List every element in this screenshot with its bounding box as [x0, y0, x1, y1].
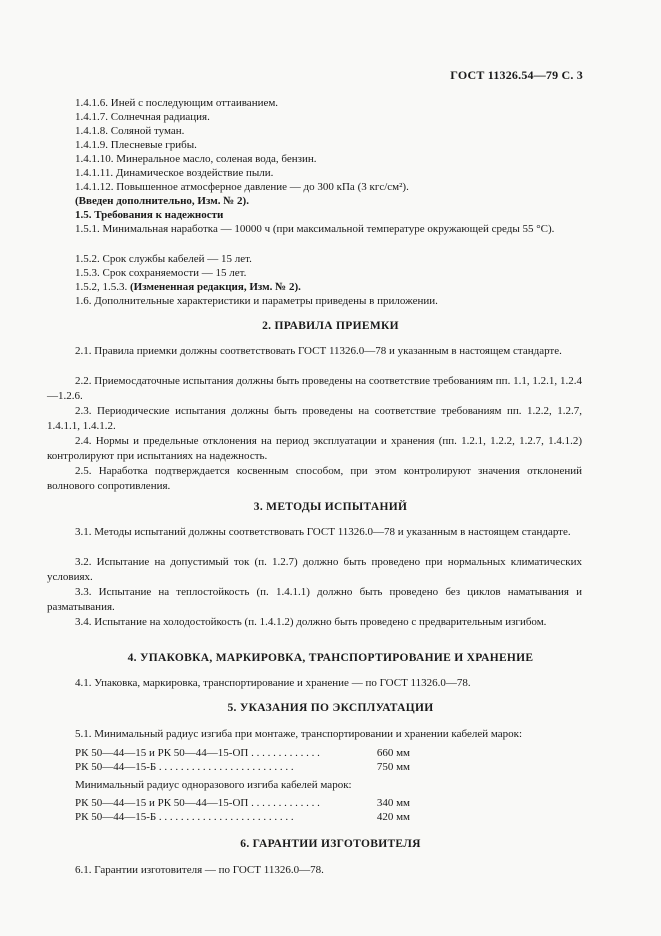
- section-heading: 6. ГАРАНТИИ ИЗГОТОВИТЕЛЯ: [240, 838, 421, 850]
- note-prefix: 1.5.2, 1.5.3.: [75, 281, 130, 293]
- section-heading: 5. УКАЗАНИЯ ПО ЭКСПЛУАТАЦИИ: [227, 702, 434, 714]
- single-bend-intro: Минимальный радиус одноразового изгиба кабелей марок:: [75, 779, 352, 791]
- bend-radius-row: [75, 810, 410, 824]
- clause-paragraph: 1.5.1. Минимальная наработка — 10000 ч (при максимальной температуре окружающей среды 55 °С).: [75, 223, 555, 235]
- clause-paragraph: 5.1. Минимальный радиус изгиба при монтаже, транспортировании и хранении кабелей марок:: [75, 728, 523, 740]
- cable-grades: РК 50—44—15-Б . . . . . . . . . . . . . . . . . . . . . . . . .: [75, 811, 294, 823]
- bend-radius-row: [75, 746, 410, 760]
- note-bold: (Измененная редакция, Изм. № 2).: [130, 281, 301, 293]
- section-heading: 3. МЕТОДЫ ИСПЫТАНИЙ: [253, 501, 408, 513]
- bend-radius-row: [75, 760, 410, 774]
- clause-line: 1.4.1.7. Солнечная радиация.: [75, 111, 210, 123]
- clause-paragraph: 2.1. Правила приемки должны соответствовать ГОСТ 11326.0—78 и указанным в настоящем стандарте.: [75, 345, 562, 357]
- section-heading: 2. ПРАВИЛА ПРИЕМКИ: [262, 320, 399, 332]
- amendment-note: (Введен дополнительно, Изм. № 2).: [75, 195, 249, 207]
- clause-line: 1.4.1.11. Динамическое воздействие пыли.: [75, 167, 274, 179]
- clause-paragraph: 2.4. Нормы и предельные отклонения на период эксплуатации и хранения (пп. 1.2.1, 1.2.2, 1.2.7, 1.4.1.2) контролируют при испытаниях на надежность.: [47, 435, 582, 462]
- clause-paragraph: 4.1. Упаковка, маркировка, транспортирование и хранение — по ГОСТ 11326.0—78.: [75, 677, 471, 689]
- clause-paragraph: 2.2. Приемосдаточные испытания должны быть проведены на соответствие требованиям пп. 1.1, 1.2.1, 1.2.4—1.2.6.: [47, 375, 582, 402]
- clause-line: 1.5.2. Срок службы кабелей — 15 лет.: [75, 253, 252, 265]
- radius-value: 340 мм: [376, 797, 410, 809]
- cable-grades: РК 50—44—15 и РК 50—44—15-ОП . . . . . . . . . . . . .: [75, 747, 320, 759]
- clause-paragraph: 6.1. Гарантии изготовителя — по ГОСТ 11326.0—78.: [75, 864, 324, 876]
- radius-value: 750 мм: [376, 761, 410, 773]
- clause-line: 1.4.1.9. Плесневые грибы.: [75, 139, 197, 151]
- clause-line: 1.6. Дополнительные характеристики и параметры приведены в приложении.: [75, 295, 438, 307]
- section-heading: 4. УПАКОВКА, МАРКИРОВКА, ТРАНСПОРТИРОВАНИЕ И ХРАНЕНИЕ: [127, 652, 534, 664]
- clause-paragraph: 3.3. Испытание на теплостойкость (п. 1.4.1.1) должно быть проведено без циклов наматывания и разматывания.: [47, 586, 582, 613]
- clause-paragraph: 3.2. Испытание на допустимый ток (п. 1.2.7) должно быть проведено при нормальных климатических условиях.: [47, 556, 582, 583]
- radius-value: 660 мм: [376, 747, 410, 759]
- amendment-note-line: [75, 280, 301, 294]
- bend-radius-row: [75, 796, 410, 810]
- clause-line: 1.4.1.6. Иней с последующим оттаиванием.: [75, 97, 279, 109]
- radius-value: 420 мм: [376, 811, 410, 823]
- clause-line: 1.4.1.12. Повышенное атмосферное давление — до 300 кПа (3 кгс/см²).: [75, 181, 409, 193]
- cable-grades: РК 50—44—15 и РК 50—44—15-ОП . . . . . . . . . . . . .: [75, 797, 320, 809]
- clause-paragraph: 2.5. Наработка подтверждается косвенным способом, при этом контролируют значения отклонений волнового сопротивления.: [47, 465, 582, 492]
- page-header: ГОСТ 11326.54—79 С. 3: [450, 68, 583, 82]
- clause-paragraph: 3.1. Методы испытаний должны соответствовать ГОСТ 11326.0—78 и указанным в настоящем стандарте.: [75, 526, 571, 538]
- clause-line: 1.5.3. Срок сохраняемости — 15 лет.: [75, 267, 247, 279]
- cable-grades: РК 50—44—15-Б . . . . . . . . . . . . . . . . . . . . . . . . .: [75, 761, 294, 773]
- clause-line: 1.4.1.8. Соляной туман.: [75, 125, 185, 137]
- subsection-title: 1.5. Требования к надежности: [75, 209, 224, 221]
- clause-paragraph: 3.4. Испытание на холодостойкость (п. 1.4.1.2) должно быть проведено с предварительным изгибом.: [75, 616, 547, 628]
- clause-line: 1.4.1.10. Минеральное масло, соленая вода, бензин.: [75, 153, 317, 165]
- clause-paragraph: 2.3. Периодические испытания должны быть проведены на соответствие требованиям пп. 1.2.2, 1.2.7, 1.4.1.1, 1.4.1.2.: [47, 405, 582, 432]
